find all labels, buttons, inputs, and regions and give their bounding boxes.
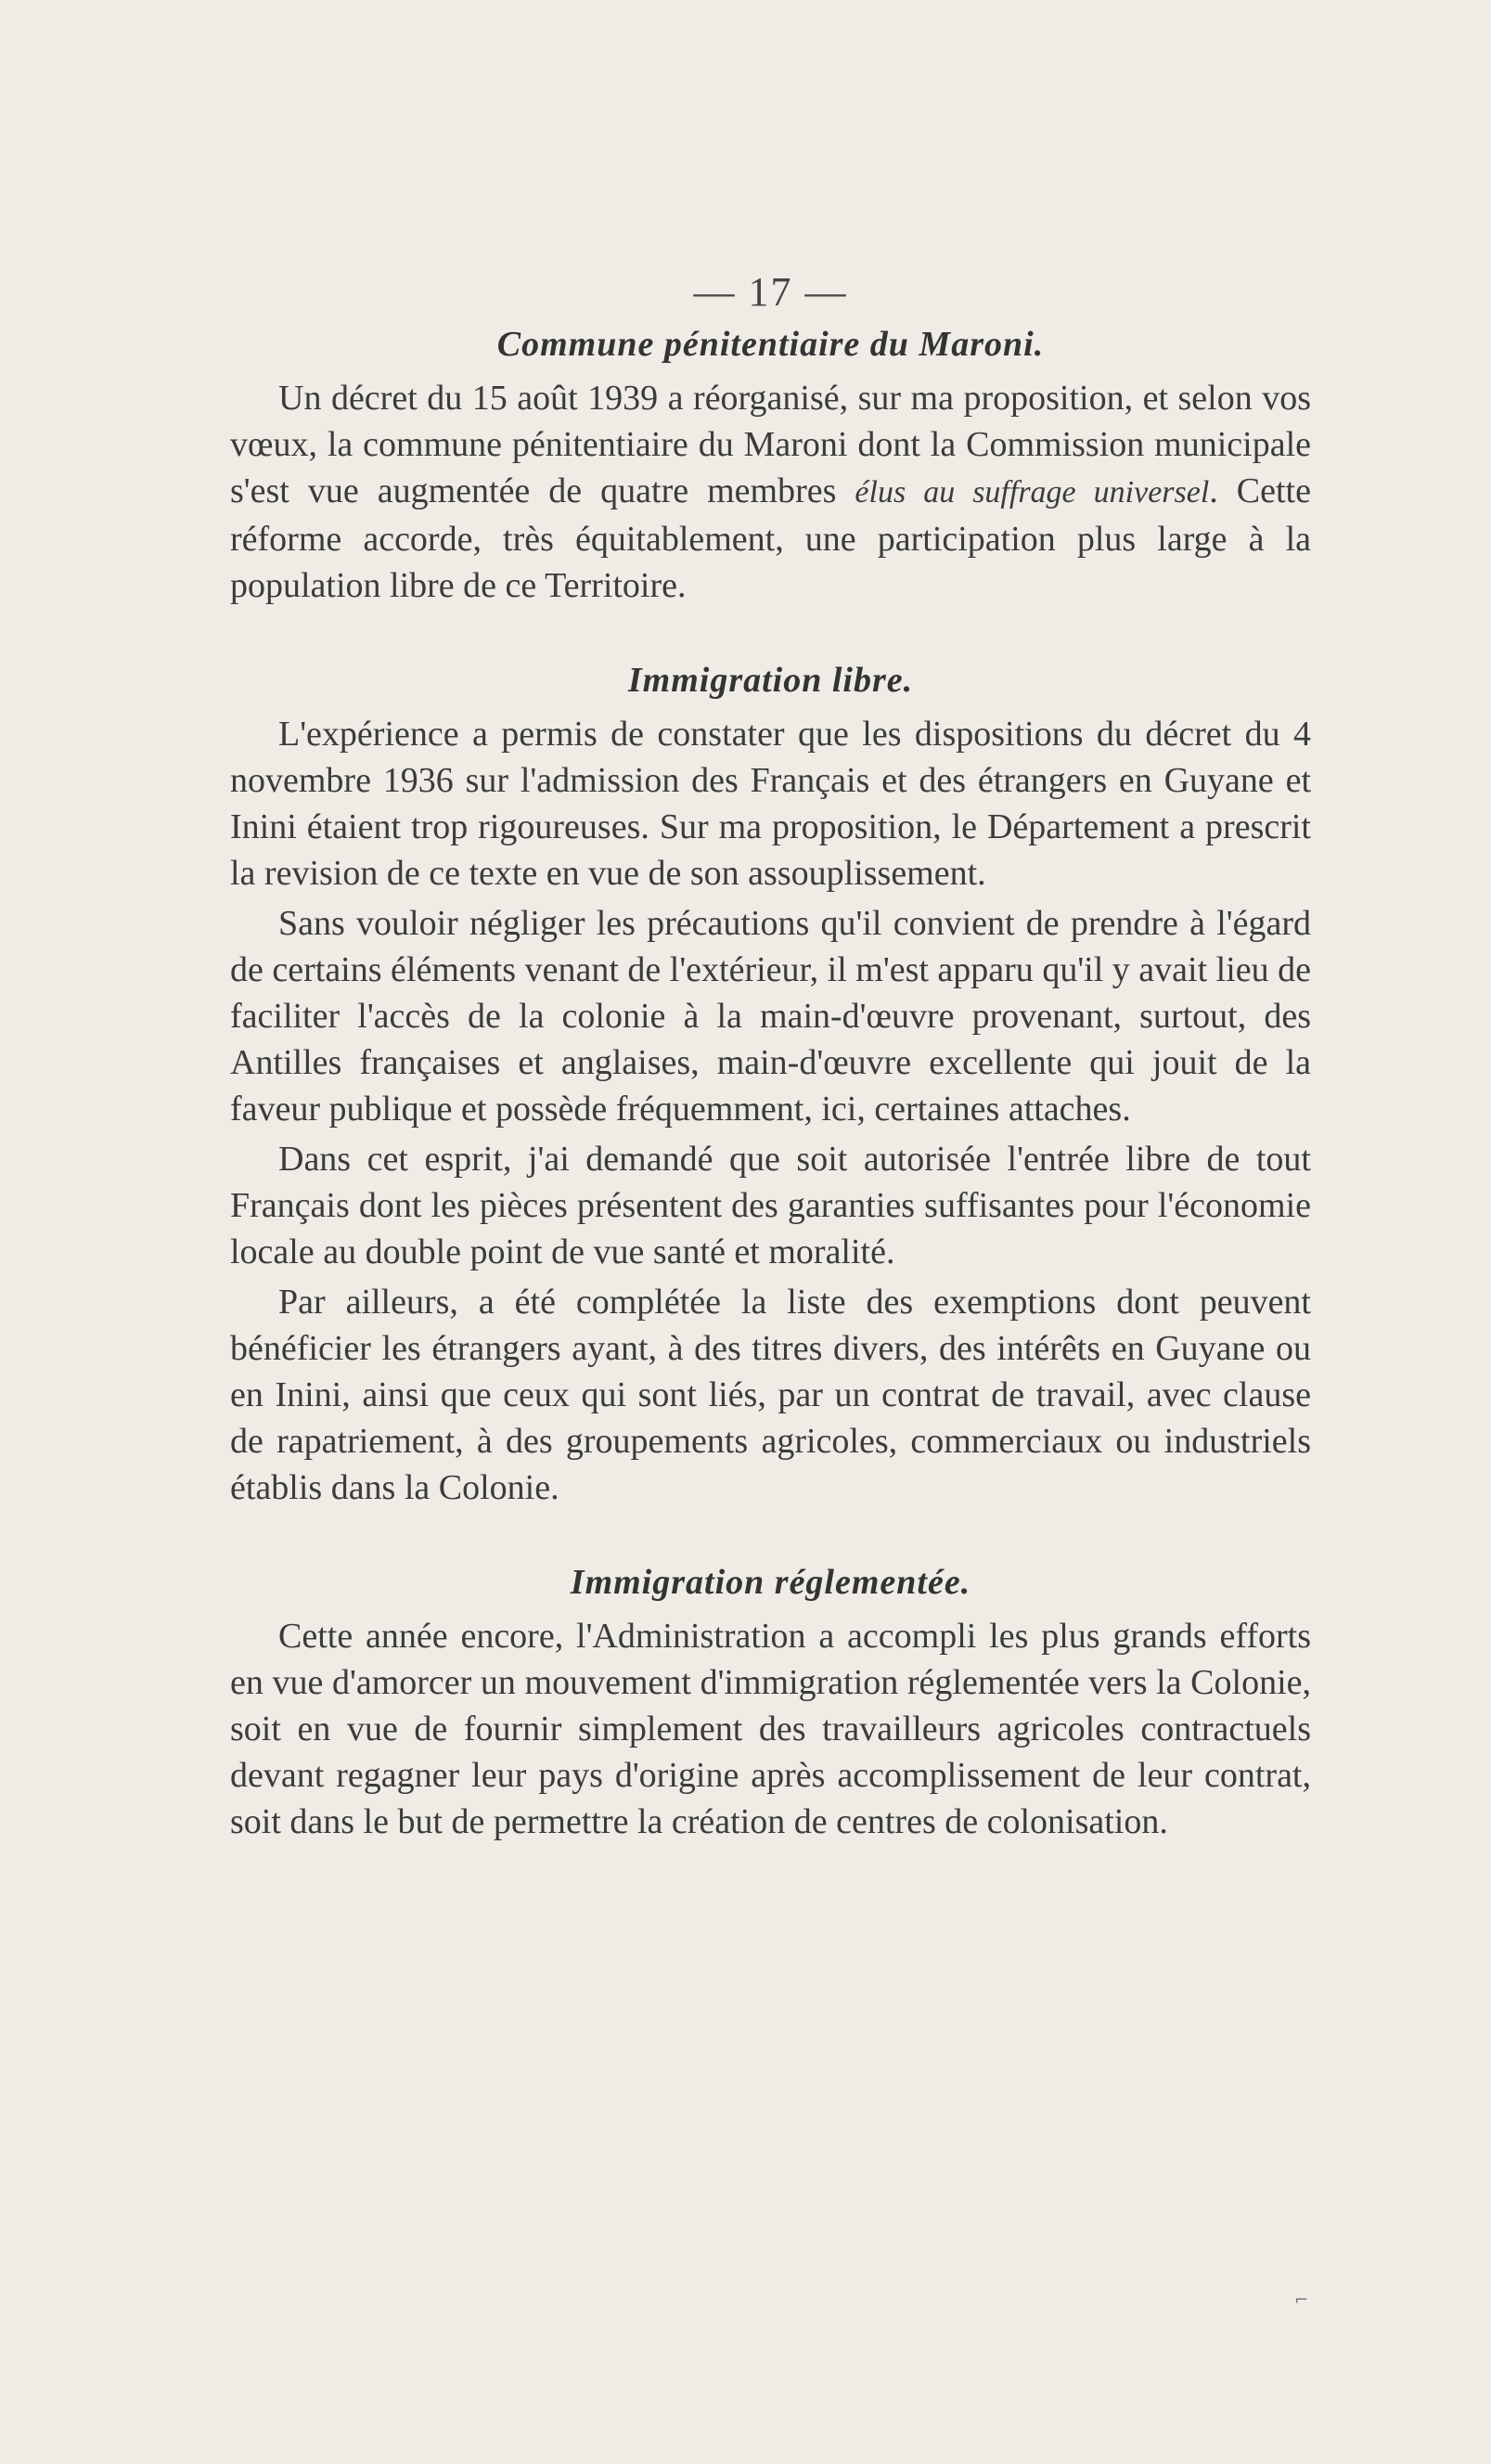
stray-mark: ⌐ (1294, 2290, 1309, 2310)
paragraph: Sans vouloir négliger les précautions qu'il convient de prendre à l'égard de certains éléments venant de l'extérieur, il m'est apparu qu'il y avait lieu de faciliter l'accès de la colonie à la main-d'œuvre provenant, surtout, des Antilles françaises et anglaises, main-d'œuvre excellente qui jouit de la faveur publique et possède fréquemment, ici, certaines attaches. (230, 904, 1311, 1129)
paragraph: Cette année encore, l'Administration a accompli les plus grands efforts en vue d'amorcer un mouvement d'immigration réglementée vers la Colonie, soit en vue de fournir simplement des travailleurs agricoles contractuels devant regagner leur pays d'origine après accomplissement de leur contrat, soit dans le but de permettre la création de centres de colonisation. (230, 1617, 1311, 1841)
paragraph-text: . Cette réforme accorde, très équitablement, une participation plus large à la population libre de ce Territoire. (230, 471, 1311, 605)
section-title-immigration-reglementee: Immigration réglementée. (570, 1563, 971, 1602)
paragraph-text: Un décret du 15 août 1939 a réorganisé, sur ma proposition, et selon vos vœux, la commune pénitentiaire du Maroni dont la Commission municipale s'est vue augmentée de quatre membres (230, 379, 1311, 510)
page-content (230, 269, 1311, 1847)
section-title-commune: Commune pénitentiaire du Maroni. (496, 325, 1045, 364)
paragraph: L'expérience a permis de constater que les dispositions du décret du 4 novembre 1936 sur l'admission des Français et des étrangers en Guyane et Inini étaient trop rigoureuses. Sur ma proposition, le Département a prescrit la revision de ce texte en vue de son assouplissement. (230, 715, 1311, 893)
page-number: — 17 — (693, 269, 848, 315)
emphasis-text: élus au suffrage universel (855, 475, 1210, 510)
paragraph: Par ailleurs, a été complétée la liste des exemptions dont peuvent bénéficier les étrangers ayant, à des titres divers, des intérêts en Guyane ou en Inini, ainsi que ceux qui sont liés, par un contrat de travail, avec clause de rapatriement, à des groupements agricoles, commerciaux ou industriels établis dans la Colonie. (230, 1283, 1311, 1507)
paragraph: Dans cet esprit, j'ai demandé que soit autorisée l'entrée libre de tout Français dont les pièces présentent des garanties suffisantes pour l'économie locale au double point de vue santé et moralité. (230, 1140, 1311, 1271)
paragraph (230, 375, 1311, 609)
section-title-immigration-libre: Immigration libre. (627, 661, 914, 700)
